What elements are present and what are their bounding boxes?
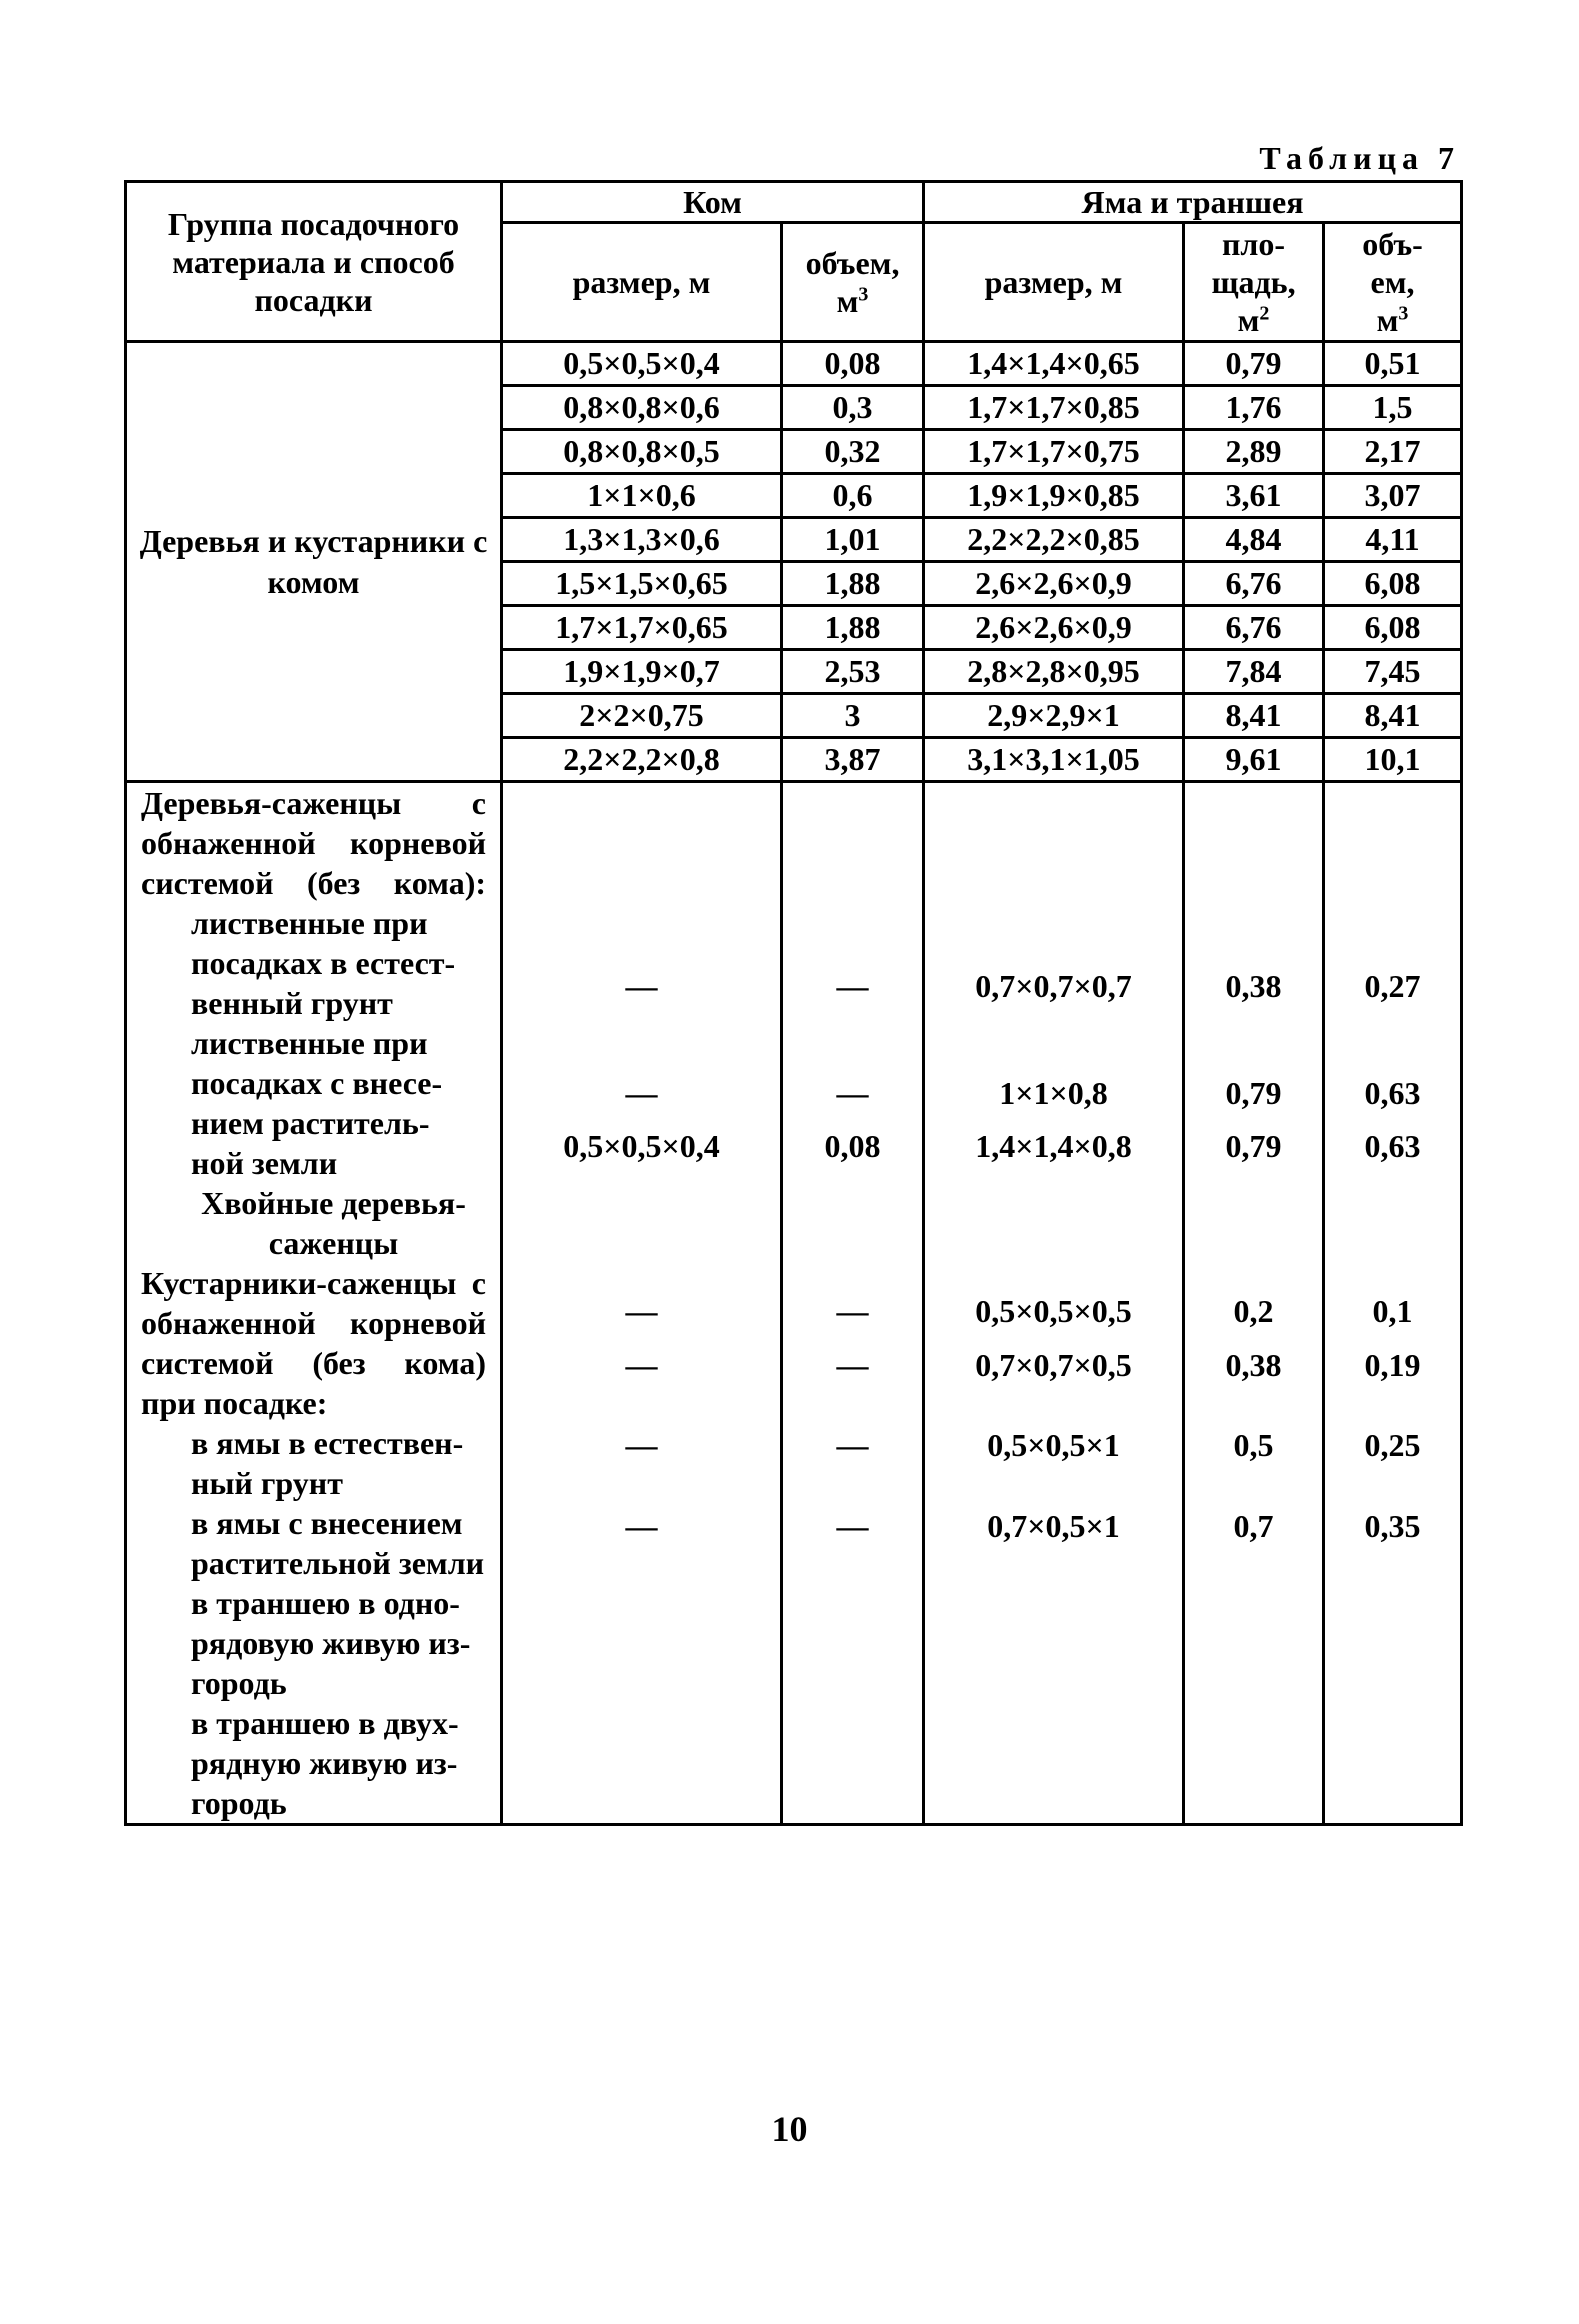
cell-kom-volume: — — [836, 1293, 869, 1329]
cell-yama-size: 2,6×2,6×0,9 — [924, 562, 1184, 606]
cell-kom-volume: 2,53 — [782, 650, 924, 694]
cell-yama-volume: 0,27 — [1364, 968, 1421, 1004]
cell-yama-size: 2,2×2,2×0,85 — [924, 518, 1184, 562]
header-yama-area: пло- щадь, $м^2$ — [1184, 223, 1324, 342]
planting-table — [124, 180, 1463, 1826]
group-label-line: городь — [191, 1785, 287, 1821]
cell-kom-volume: 0,08 — [824, 1128, 881, 1164]
cell-yama-area: 6,76 — [1184, 562, 1324, 606]
cell-kom-volume: 0,32 — [782, 430, 924, 474]
cell-yama-size: 1,4×1,4×0,8 — [975, 1128, 1132, 1164]
group-label — [126, 782, 502, 1825]
group-label-line: лиственные при — [191, 1025, 428, 1061]
column-yama-area — [1184, 782, 1324, 1825]
group-label-line: обнаженной корневой — [141, 1305, 486, 1341]
cell-yama-size: 0,7×0,5×1 — [987, 1508, 1120, 1544]
group-label-line: лиственные при — [191, 905, 428, 941]
group-label-line: системой (без кома): — [141, 865, 486, 901]
cell-yama-size: 3,1×3,1×1,05 — [924, 738, 1184, 782]
cell-yama-area: 0,7 — [1233, 1508, 1274, 1544]
cell-yama-volume: 8,41 — [1324, 694, 1462, 738]
cell-yama-area: 9,61 — [1184, 738, 1324, 782]
group-label-line: в ямы в естествен- — [191, 1425, 464, 1461]
group-label-line: ный грунт — [191, 1465, 343, 1501]
table-caption: Таблица 7 — [1259, 140, 1460, 176]
group-label-line: Кустарники-саженцы с — [141, 1265, 486, 1301]
cell-yama-area: 0,79 — [1225, 1075, 1282, 1111]
group-label-line: нием раститель- — [191, 1105, 430, 1141]
cell-yama-area: 0,38 — [1225, 1347, 1282, 1383]
cell-kom-volume: 3 — [782, 694, 924, 738]
cell-yama-size: 2,8×2,8×0,95 — [924, 650, 1184, 694]
cell-yama-area: 0,2 — [1233, 1293, 1274, 1329]
cell-yama-volume: 4,11 — [1324, 518, 1462, 562]
cell-yama-volume: 0,19 — [1364, 1347, 1421, 1383]
table-row — [126, 342, 1462, 386]
cell-yama-volume: 1,5 — [1324, 386, 1462, 430]
cell-yama-size: 2,9×2,9×1 — [924, 694, 1184, 738]
cell-yama-area: 0,5 — [1233, 1427, 1274, 1463]
cell-kom-volume: — — [836, 968, 869, 1004]
cell-kom-size: 1,3×1,3×0,6 — [502, 518, 782, 562]
cell-yama-size: 0,5×0,5×0,5 — [975, 1293, 1132, 1329]
cell-kom-volume: 1,88 — [782, 606, 924, 650]
cell-yama-size: 0,5×0,5×1 — [987, 1427, 1120, 1463]
group-label-line: в траншею в двух- — [191, 1705, 459, 1741]
group-label-line: посадках в естест- — [191, 945, 456, 981]
cell-kom-size: — — [625, 968, 658, 1004]
cell-yama-volume: 6,08 — [1324, 606, 1462, 650]
cell-kom-size: 0,8×0,8×0,5 — [502, 430, 782, 474]
cell-yama-area: 3,61 — [1184, 474, 1324, 518]
cell-kom-volume: 0,08 — [782, 342, 924, 386]
cell-kom-size: 0,5×0,5×0,4 — [563, 1128, 720, 1164]
cell-yama-size: 1,9×1,9×0,85 — [924, 474, 1184, 518]
cell-yama-volume: 10,1 — [1324, 738, 1462, 782]
group-label-line: Деревья-саженцы с — [141, 785, 486, 821]
group-label-line: саженцы — [268, 1225, 399, 1261]
header-kom-size: размер, м — [502, 223, 782, 342]
cell-yama-area: 1,76 — [1184, 386, 1324, 430]
cell-kom-size: 1,5×1,5×0,65 — [502, 562, 782, 606]
column-yama-volume — [1324, 782, 1462, 1825]
group-label-line: системой (без кома) — [141, 1345, 486, 1381]
cell-yama-volume: 7,45 — [1324, 650, 1462, 694]
column-kom-size — [502, 782, 782, 1825]
cell-yama-volume: 2,17 — [1324, 430, 1462, 474]
cell-kom-size: 1,9×1,9×0,7 — [502, 650, 782, 694]
cell-yama-area: 0,79 — [1225, 1128, 1282, 1164]
group-label-line: обнаженной корневой — [141, 825, 486, 861]
cell-kom-volume: — — [836, 1347, 869, 1383]
group-label-line: Хвойные деревья- — [201, 1185, 466, 1221]
cell-kom-size: 0,5×0,5×0,4 — [502, 342, 782, 386]
cell-yama-size: 1,4×1,4×0,65 — [924, 342, 1184, 386]
cell-kom-size: 1,7×1,7×0,65 — [502, 606, 782, 650]
cell-yama-volume: 0,51 — [1324, 342, 1462, 386]
cell-kom-volume: 1,01 — [782, 518, 924, 562]
group-label-line: рядовую живую из- — [191, 1625, 471, 1661]
cell-kom-volume: 0,3 — [782, 386, 924, 430]
cell-kom-volume: 3,87 — [782, 738, 924, 782]
cell-yama-volume: 6,08 — [1324, 562, 1462, 606]
group-label-line: городь — [191, 1665, 287, 1701]
cell-yama-size: 1,7×1,7×0,85 — [924, 386, 1184, 430]
cell-kom-size: 0,8×0,8×0,6 — [502, 386, 782, 430]
group-label-line: посадках с внесе- — [191, 1065, 443, 1101]
header-yama: Яма и траншея — [924, 182, 1462, 223]
header-kom: Ком — [502, 182, 924, 223]
cell-yama-size: 0,7×0,7×0,7 — [975, 968, 1132, 1004]
cell-kom-size: — — [625, 1427, 658, 1463]
cell-yama-volume: 0,25 — [1364, 1427, 1421, 1463]
cell-yama-area: 0,38 — [1225, 968, 1282, 1004]
cell-yama-volume: 0,63 — [1364, 1128, 1421, 1164]
group-label: Деревья и кустарники с комом — [126, 342, 502, 782]
cell-yama-size: 0,7×0,7×0,5 — [975, 1347, 1132, 1383]
header-kom-volume: объем, $м^3$ — [782, 223, 924, 342]
cell-kom-size: — — [625, 1075, 658, 1111]
cell-yama-size: 1×1×0,8 — [999, 1075, 1108, 1111]
cell-yama-volume: 0,35 — [1364, 1508, 1421, 1544]
cell-yama-volume: 0,1 — [1372, 1293, 1413, 1329]
cell-kom-size: — — [625, 1508, 658, 1544]
group-label-line: растительной земли — [191, 1545, 485, 1581]
cell-kom-size: 1×1×0,6 — [502, 474, 782, 518]
cell-yama-volume: 3,07 — [1324, 474, 1462, 518]
column-kom-volume — [782, 782, 924, 1825]
cell-kom-volume: — — [836, 1075, 869, 1111]
cell-kom-size: 2,2×2,2×0,8 — [502, 738, 782, 782]
cell-yama-area: 7,84 — [1184, 650, 1324, 694]
group-label-line: в ямы с внесением — [191, 1505, 463, 1541]
cell-kom-volume: — — [836, 1427, 869, 1463]
cell-kom-size: 2×2×0,75 — [502, 694, 782, 738]
cell-kom-volume: 0,6 — [782, 474, 924, 518]
group-label-line: в траншею в одно- — [191, 1585, 460, 1621]
header-yama-volume: объ- ем, $м^3$ — [1324, 223, 1462, 342]
header-yama-size: размер, м — [924, 223, 1184, 342]
header-group: Группа посадочного материала и способ посадки — [126, 182, 502, 342]
cell-kom-size: — — [625, 1293, 658, 1329]
cell-yama-area: 0,79 — [1184, 342, 1324, 386]
cell-yama-area: 8,41 — [1184, 694, 1324, 738]
page-number: 10 — [771, 2109, 808, 2149]
table-row — [126, 782, 1462, 1825]
cell-yama-size: 2,6×2,6×0,9 — [924, 606, 1184, 650]
cell-yama-area: 6,76 — [1184, 606, 1324, 650]
cell-yama-volume: 0,63 — [1364, 1075, 1421, 1111]
group-label-line: рядную живую из- — [191, 1745, 458, 1781]
group-label-line: ной земли — [191, 1145, 338, 1181]
cell-kom-volume: 1,88 — [782, 562, 924, 606]
cell-yama-size: 1,7×1,7×0,75 — [924, 430, 1184, 474]
cell-kom-size: — — [625, 1347, 658, 1383]
cell-yama-area: 4,84 — [1184, 518, 1324, 562]
cell-kom-volume: — — [836, 1508, 869, 1544]
column-yama-size — [924, 782, 1184, 1825]
group-label-line: венный грунт — [191, 985, 393, 1021]
group-label-line: при посадке: — [141, 1385, 328, 1421]
cell-yama-area: 2,89 — [1184, 430, 1324, 474]
